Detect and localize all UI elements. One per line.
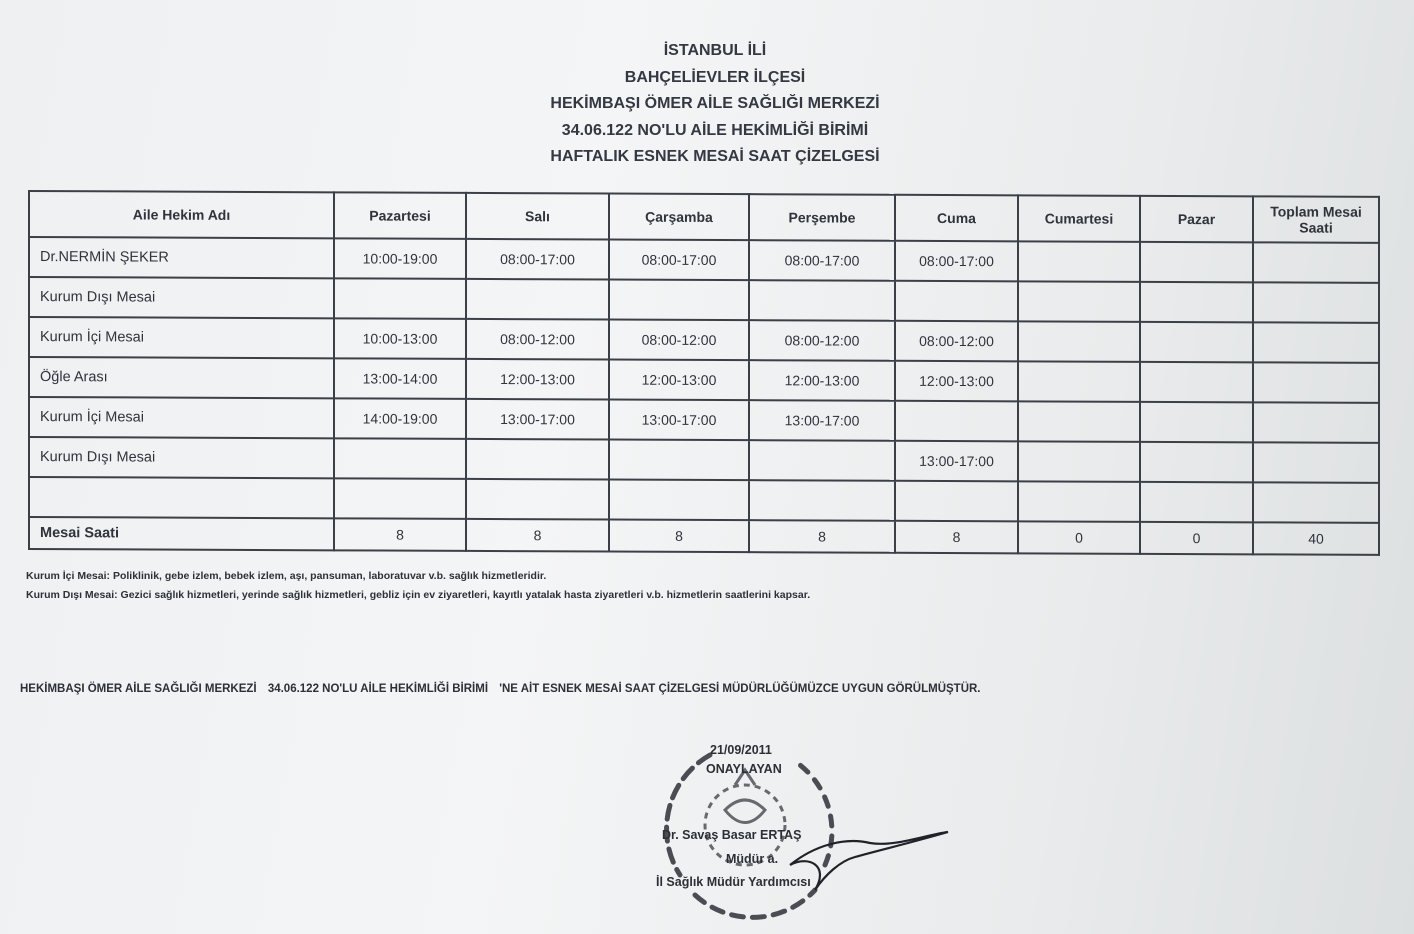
table-cell: 08:00-17:00 <box>895 241 1018 282</box>
table-cell <box>749 440 895 481</box>
table-cell <box>1253 442 1379 483</box>
col-header-wednesday: Çarşamba <box>609 194 749 241</box>
table-cell <box>1140 362 1253 402</box>
table-cell: 08:00-12:00 <box>466 319 609 360</box>
table-cell <box>609 280 749 321</box>
row-label: Öğle Arası <box>29 357 334 398</box>
header-district: BAHÇELİEVLER İLÇESİ <box>624 68 806 86</box>
stamp-signer-name: Dr. Savaş Basar ERTAŞ <box>662 828 802 842</box>
table-cell <box>466 279 609 320</box>
row-label: Kurum Dışı Mesai <box>29 437 334 478</box>
table-row <box>29 477 1379 523</box>
table-cell <box>334 438 466 479</box>
approval-text: 'NE AİT ESNEK MESAİ SAAT ÇİZELGESİ MÜDÜRLÜĞÜMÜZCE UYGUN GÖRÜLMÜŞTÜR. <box>499 683 981 695</box>
stamp-seal-graphic <box>640 725 970 925</box>
table-cell: 13:00-14:00 <box>334 358 466 399</box>
table-cell: 08:00-12:00 <box>609 320 749 361</box>
table-cell <box>609 480 749 521</box>
table-cell <box>895 401 1018 442</box>
col-header-friday: Cuma <box>895 195 1018 242</box>
table-cell <box>1018 361 1140 402</box>
total-cell: 8 <box>749 520 895 553</box>
header-center: HEKİMBAŞI ÖMER AİLE SAĞLIĞI MERKEZİ <box>550 95 880 112</box>
table-cell <box>1018 481 1140 522</box>
table-cell <box>1018 281 1140 322</box>
table-cell <box>1140 282 1253 322</box>
table-cell <box>609 440 749 481</box>
table-cell <box>1253 402 1379 443</box>
total-cell: 40 <box>1253 522 1379 555</box>
table-row <box>29 317 1379 363</box>
table-cell <box>466 479 609 520</box>
table-header-row <box>29 191 1379 243</box>
table-row <box>29 437 1379 483</box>
table-cell <box>1018 401 1140 442</box>
total-cell: 0 <box>1140 522 1253 554</box>
table-cell <box>749 480 895 521</box>
col-header-thursday: Perşembe <box>749 194 895 241</box>
approval-center: HEKİMBAŞI ÖMER AİLE SAĞLIĞI MERKEZİ <box>20 683 257 695</box>
schedule-table <box>28 190 1380 556</box>
official-stamp <box>640 725 970 925</box>
table-row <box>29 357 1379 403</box>
row-label: Kurum İçi Mesai <box>29 317 334 358</box>
table-cell <box>1253 322 1379 363</box>
total-cell: 8 <box>609 520 749 553</box>
header-title: HAFTALIK ESNEK MESAİ SAAT ÇİZELGESİ <box>550 148 880 165</box>
header-province: İSTANBUL İLİ <box>663 42 767 59</box>
total-cell: 8 <box>895 521 1018 554</box>
table-cell: 08:00-12:00 <box>749 320 895 361</box>
col-header-doctor: Aile Hekim Adı <box>29 191 334 238</box>
table-cell <box>1140 242 1253 282</box>
table-cell <box>1253 242 1379 283</box>
footnote-external: Kurum Dışı Mesai: Gezici sağlık hizmetleri, yerinde sağlık hizmetleri, gebliz için ev ziyaretleri, kayıtlı yatalak hasta ziyaretleri v.b. hizmetlerin saatlerini kapsar. <box>26 589 811 601</box>
table-cell <box>1253 362 1379 403</box>
table-cell: 08:00-12:00 <box>895 321 1018 362</box>
table-cell: 12:00-13:00 <box>609 360 749 401</box>
table-cell: 13:00-17:00 <box>466 399 609 440</box>
total-cell: 0 <box>1018 521 1140 554</box>
stamp-date: 21/09/2011 <box>710 743 772 757</box>
col-header-monday: Pazartesi <box>334 192 466 239</box>
table-cell <box>1140 402 1253 442</box>
table-cell: 12:00-13:00 <box>895 361 1018 402</box>
stamp-role-title: İl Sağlık Müdür Yardımcısı <box>656 875 811 889</box>
row-label: Kurum İçi Mesai <box>29 397 334 438</box>
total-cell: 8 <box>466 519 609 552</box>
table-cell: 08:00-17:00 <box>609 240 749 281</box>
table-cell: 10:00-19:00 <box>334 238 466 279</box>
table-cell <box>895 481 1018 522</box>
total-label: Mesai Saati <box>29 517 334 550</box>
header-unit: 34.06.122 NO'LU AİLE HEKİMLİĞİ BİRİMİ <box>561 121 869 139</box>
table-cell: 08:00-17:00 <box>466 239 609 280</box>
table-cell <box>1018 321 1140 362</box>
row-label: Dr.NERMİN ŞEKER <box>29 237 334 278</box>
table-cell <box>1253 482 1379 523</box>
table-row <box>29 277 1379 323</box>
table-cell <box>466 439 609 480</box>
table-cell: 13:00-17:00 <box>895 441 1018 482</box>
table-cell <box>334 278 466 319</box>
col-header-total: Toplam Mesai Saati <box>1253 196 1379 243</box>
table-cell <box>1140 322 1253 362</box>
col-header-sunday: Pazar <box>1140 196 1253 242</box>
footnote-internal: Kurum İçi Mesai: Poliklinik, gebe izlem, bebek izlem, aşı, pansuman, laboratuvar v.b. sağlık hizmetleridir. <box>26 570 547 582</box>
table-cell: 12:00-13:00 <box>466 359 609 400</box>
col-header-saturday: Cumartesi <box>1018 195 1140 242</box>
document-header <box>300 38 1130 171</box>
footnotes <box>26 567 1026 605</box>
table-cell <box>1018 441 1140 482</box>
table-total-row <box>29 517 1379 555</box>
table-cell: 13:00-17:00 <box>609 400 749 441</box>
col-header-tuesday: Salı <box>466 193 609 240</box>
table-cell: 10:00-13:00 <box>334 318 466 359</box>
table-cell: 14:00-19:00 <box>334 398 466 439</box>
table-cell <box>334 478 466 519</box>
table-cell <box>1018 241 1140 282</box>
table-cell: 12:00-13:00 <box>749 360 895 401</box>
total-cell: 8 <box>334 518 466 551</box>
stamp-role-deputy: Müdür a. <box>726 852 779 866</box>
approval-unit: 34.06.122 NO'LU AİLE HEKİMLİĞİ BİRİMİ <box>267 683 489 695</box>
table-row <box>29 397 1379 443</box>
table-cell: 13:00-17:00 <box>749 400 895 441</box>
table-cell: 08:00-17:00 <box>749 240 895 281</box>
approval-statement <box>20 683 1220 695</box>
table-cell <box>749 280 895 321</box>
table-cell <box>1140 442 1253 482</box>
stamp-status: ONAYLAYAN <box>706 762 782 776</box>
row-label <box>29 477 334 518</box>
table-cell <box>1140 482 1253 522</box>
table-cell <box>1253 282 1379 323</box>
table-cell <box>895 281 1018 322</box>
table-row <box>29 237 1379 283</box>
row-label: Kurum Dışı Mesai <box>29 277 334 318</box>
